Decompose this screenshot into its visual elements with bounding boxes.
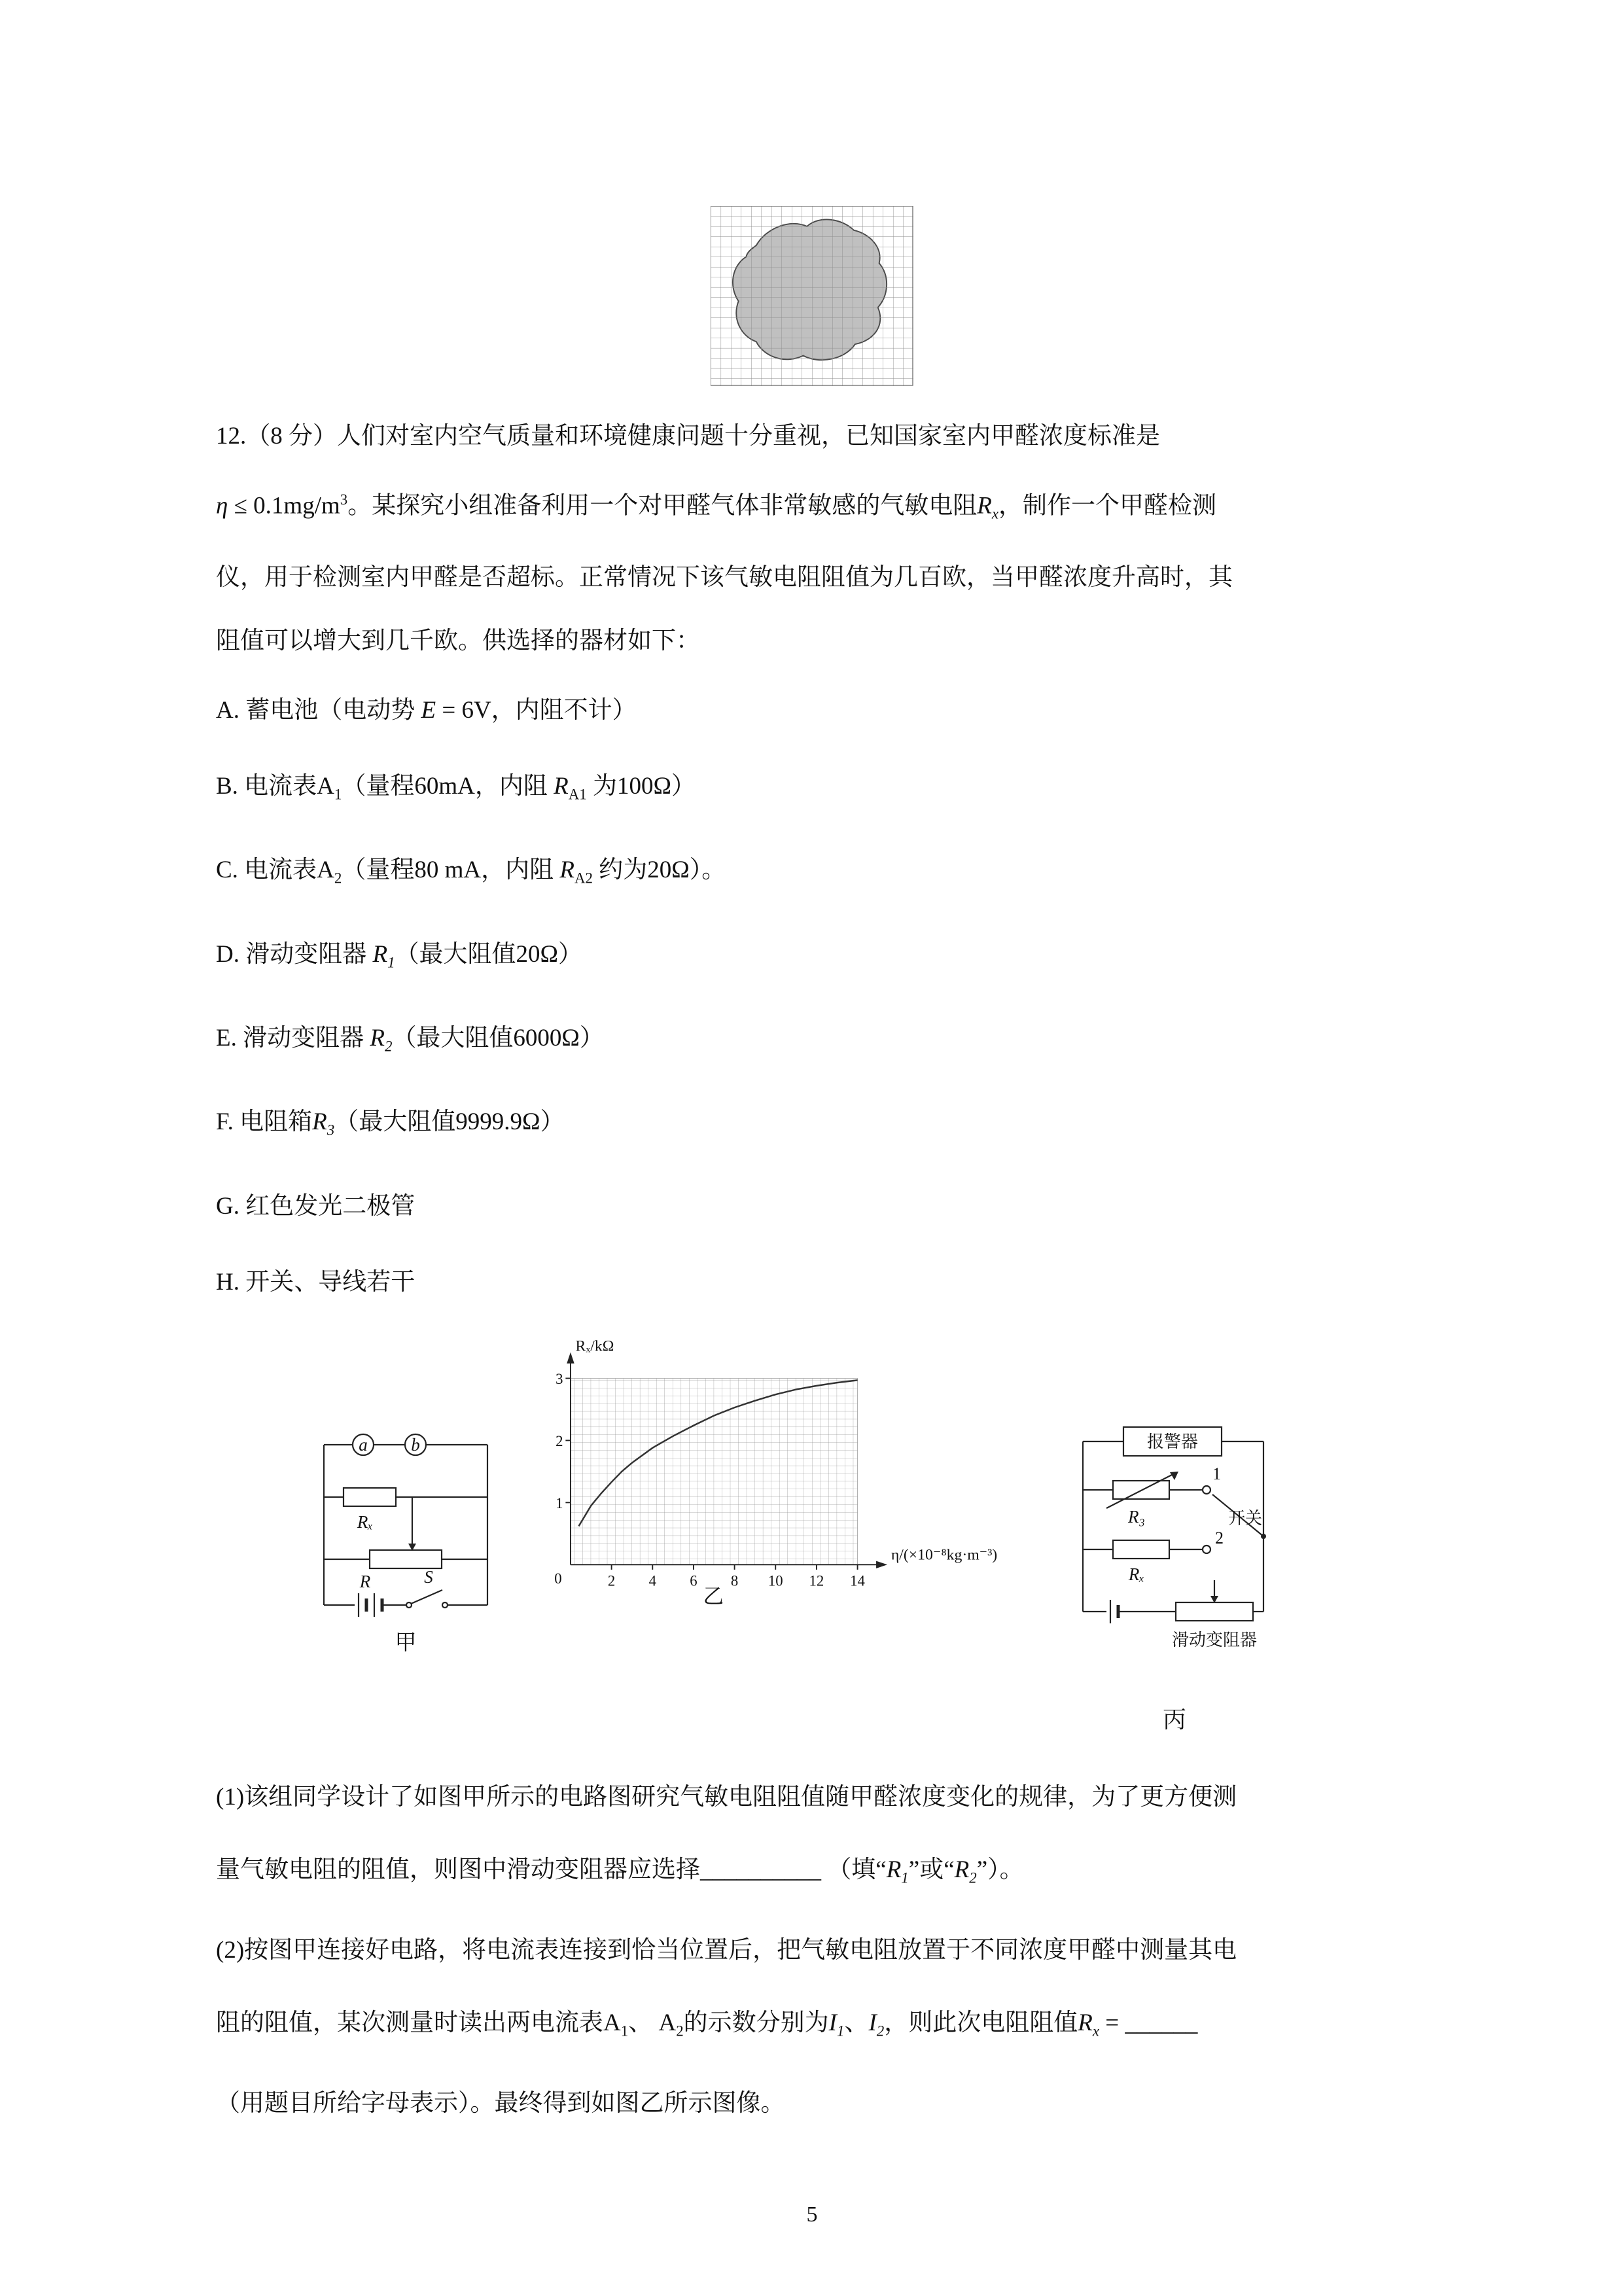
graph-yi-figure <box>533 1333 1024 1607</box>
switch-label: 开关 <box>1228 1508 1263 1528</box>
figures-row <box>308 1333 1624 1735</box>
tick-label: 6 <box>690 1572 697 1589</box>
rheostat-r-symbol <box>370 1550 442 1568</box>
equipment-item-h: H. 开关、导线若干 <box>216 1268 415 1296</box>
tick-label: 14 <box>850 1572 865 1589</box>
question-line-1: 12.（8 分）人们对室内空气质量和环境健康问题十分重视，已知国家室内甲醛浓度标准是 <box>216 423 1160 450</box>
subq-2-line-2: 阻的阻值，某次测量时读出两电流表$A_1$、 $A_2$的示数分别为$I_1$、$I_2$，则此次电阻阻值$R_x$ = ______ <box>216 2009 1198 2040</box>
grid-area-figure <box>0 0 1624 386</box>
subq-1-line-2: 量气敏电阻的阻值，则图中滑动变阻器应选择__________ （填“$R_1$”或“$R_2$”）。 <box>216 1856 1024 1886</box>
battery-symbol-bing <box>1110 1600 1118 1623</box>
question-line-2: $\eta \le 0.1mg/m^3$。某探究小组准备利用一个对甲醛气体非常敏感的气敏电阻$R_x$，制作一个甲醛检测 <box>216 491 1217 522</box>
ammeter-b-label: b <box>411 1434 420 1455</box>
x-axis-label: η/(×10⁻⁸kg·m⁻³) <box>891 1546 998 1564</box>
question-12-block <box>216 404 1408 1320</box>
subq-1-line-1: (1)该组同学设计了如图甲所示的电路图研究气敏电阻阻值随甲醛浓度变化的规律，为了更方便测 <box>216 1783 1237 1810</box>
tick-label: 12 <box>809 1572 824 1589</box>
r-label: R <box>359 1571 371 1591</box>
tick-label: 1 <box>556 1494 563 1511</box>
tick-label: 8 <box>730 1572 739 1589</box>
slide-rheostat-wiper-arrow <box>1210 1580 1218 1603</box>
tick-label: 3 <box>556 1370 563 1387</box>
y-axis-label: Rₓ/kΩ <box>575 1337 614 1355</box>
ammeter-a-label: a <box>359 1434 368 1455</box>
subq-2-line-1: (2)按图甲连接好电路，将电流表连接到恰当位置后，把气敏电阻放置于不同浓度甲醛中测量其电 <box>216 1937 1237 1964</box>
circuit-bing-figure <box>1063 1409 1286 1670</box>
tick-label: 4 <box>648 1572 656 1589</box>
switch-s-symbol <box>406 1590 448 1608</box>
page-number: 5 <box>806 2202 818 2227</box>
battery-symbol <box>359 1593 382 1617</box>
terminal-2 <box>1203 1545 1210 1553</box>
terminal-1-label: 1 <box>1212 1464 1221 1483</box>
tick-label: 0 <box>554 1570 562 1587</box>
alarm-label: 报警器 <box>1146 1432 1199 1451</box>
tick-label: 10 <box>768 1572 783 1589</box>
equipment-item-g: G. 红色发光二极管 <box>216 1192 415 1220</box>
rx-resistor-symbol-bing <box>1113 1540 1169 1559</box>
rx-label-bing: Rₓ <box>1128 1564 1145 1584</box>
equipment-item-a: A. 蓄电池（电动势 E = 6V，内阻不计） <box>216 696 637 724</box>
equipment-item-d: D. 滑动变阻器 $R_1$（最大阻值20Ω） <box>216 940 583 970</box>
slide-rheostat-label: 滑动变阻器 <box>1171 1630 1258 1650</box>
sub-questions-block <box>216 1761 1408 2140</box>
grid-overlay <box>711 206 913 386</box>
s-label: S <box>424 1566 433 1587</box>
rx-resistor-symbol <box>344 1488 396 1506</box>
tick-label: 2 <box>556 1432 563 1449</box>
figure-jia-caption: 甲 <box>395 1631 417 1655</box>
slide-rheostat-symbol <box>1176 1602 1253 1621</box>
terminal-2-label: 2 <box>1215 1528 1224 1547</box>
grid-blob-svg <box>711 206 913 386</box>
rx-label: Rₓ <box>357 1511 374 1532</box>
figure-bing-caption: 丙 <box>1162 1706 1186 1733</box>
circuit-bing-column <box>1063 1409 1286 1735</box>
graph-grid <box>571 1378 858 1564</box>
circuit-jia-figure <box>308 1422 504 1657</box>
terminal-1 <box>1203 1486 1210 1494</box>
equipment-item-f: F. 电阻箱$R_3$（最大阻值9999.9Ω） <box>216 1108 565 1139</box>
subq-2-line-3: （用题目所给字母表示）。最终得到如图乙所示图像。 <box>216 2090 785 2117</box>
equipment-item-c: C. 电流表$A_2$（量程80 mA，内阻 $R_{A2}$ 约为20Ω）。 <box>216 857 726 887</box>
equipment-item-e: E. 滑动变阻器 $R_2$（最大阻值6000Ω） <box>216 1024 604 1055</box>
r3-label: R₃ <box>1128 1506 1145 1527</box>
figure-yi-caption: 乙 <box>703 1584 724 1607</box>
question-line-4: 阻值可以增大到几千欧。供选择的器材如下： <box>216 627 700 654</box>
question-line-3: 仪，用于检测室内甲醛是否超标。正常情况下该气敏电阻阻值为几百欧，当甲醛浓度升高时，其 <box>216 563 1233 591</box>
equipment-item-b: B. 电流表$A_1$（量程60mA，内阻 $R_{A1}$ 为100Ω） <box>216 772 696 803</box>
jia-wires <box>324 1445 487 1605</box>
tick-label: 2 <box>607 1572 616 1589</box>
